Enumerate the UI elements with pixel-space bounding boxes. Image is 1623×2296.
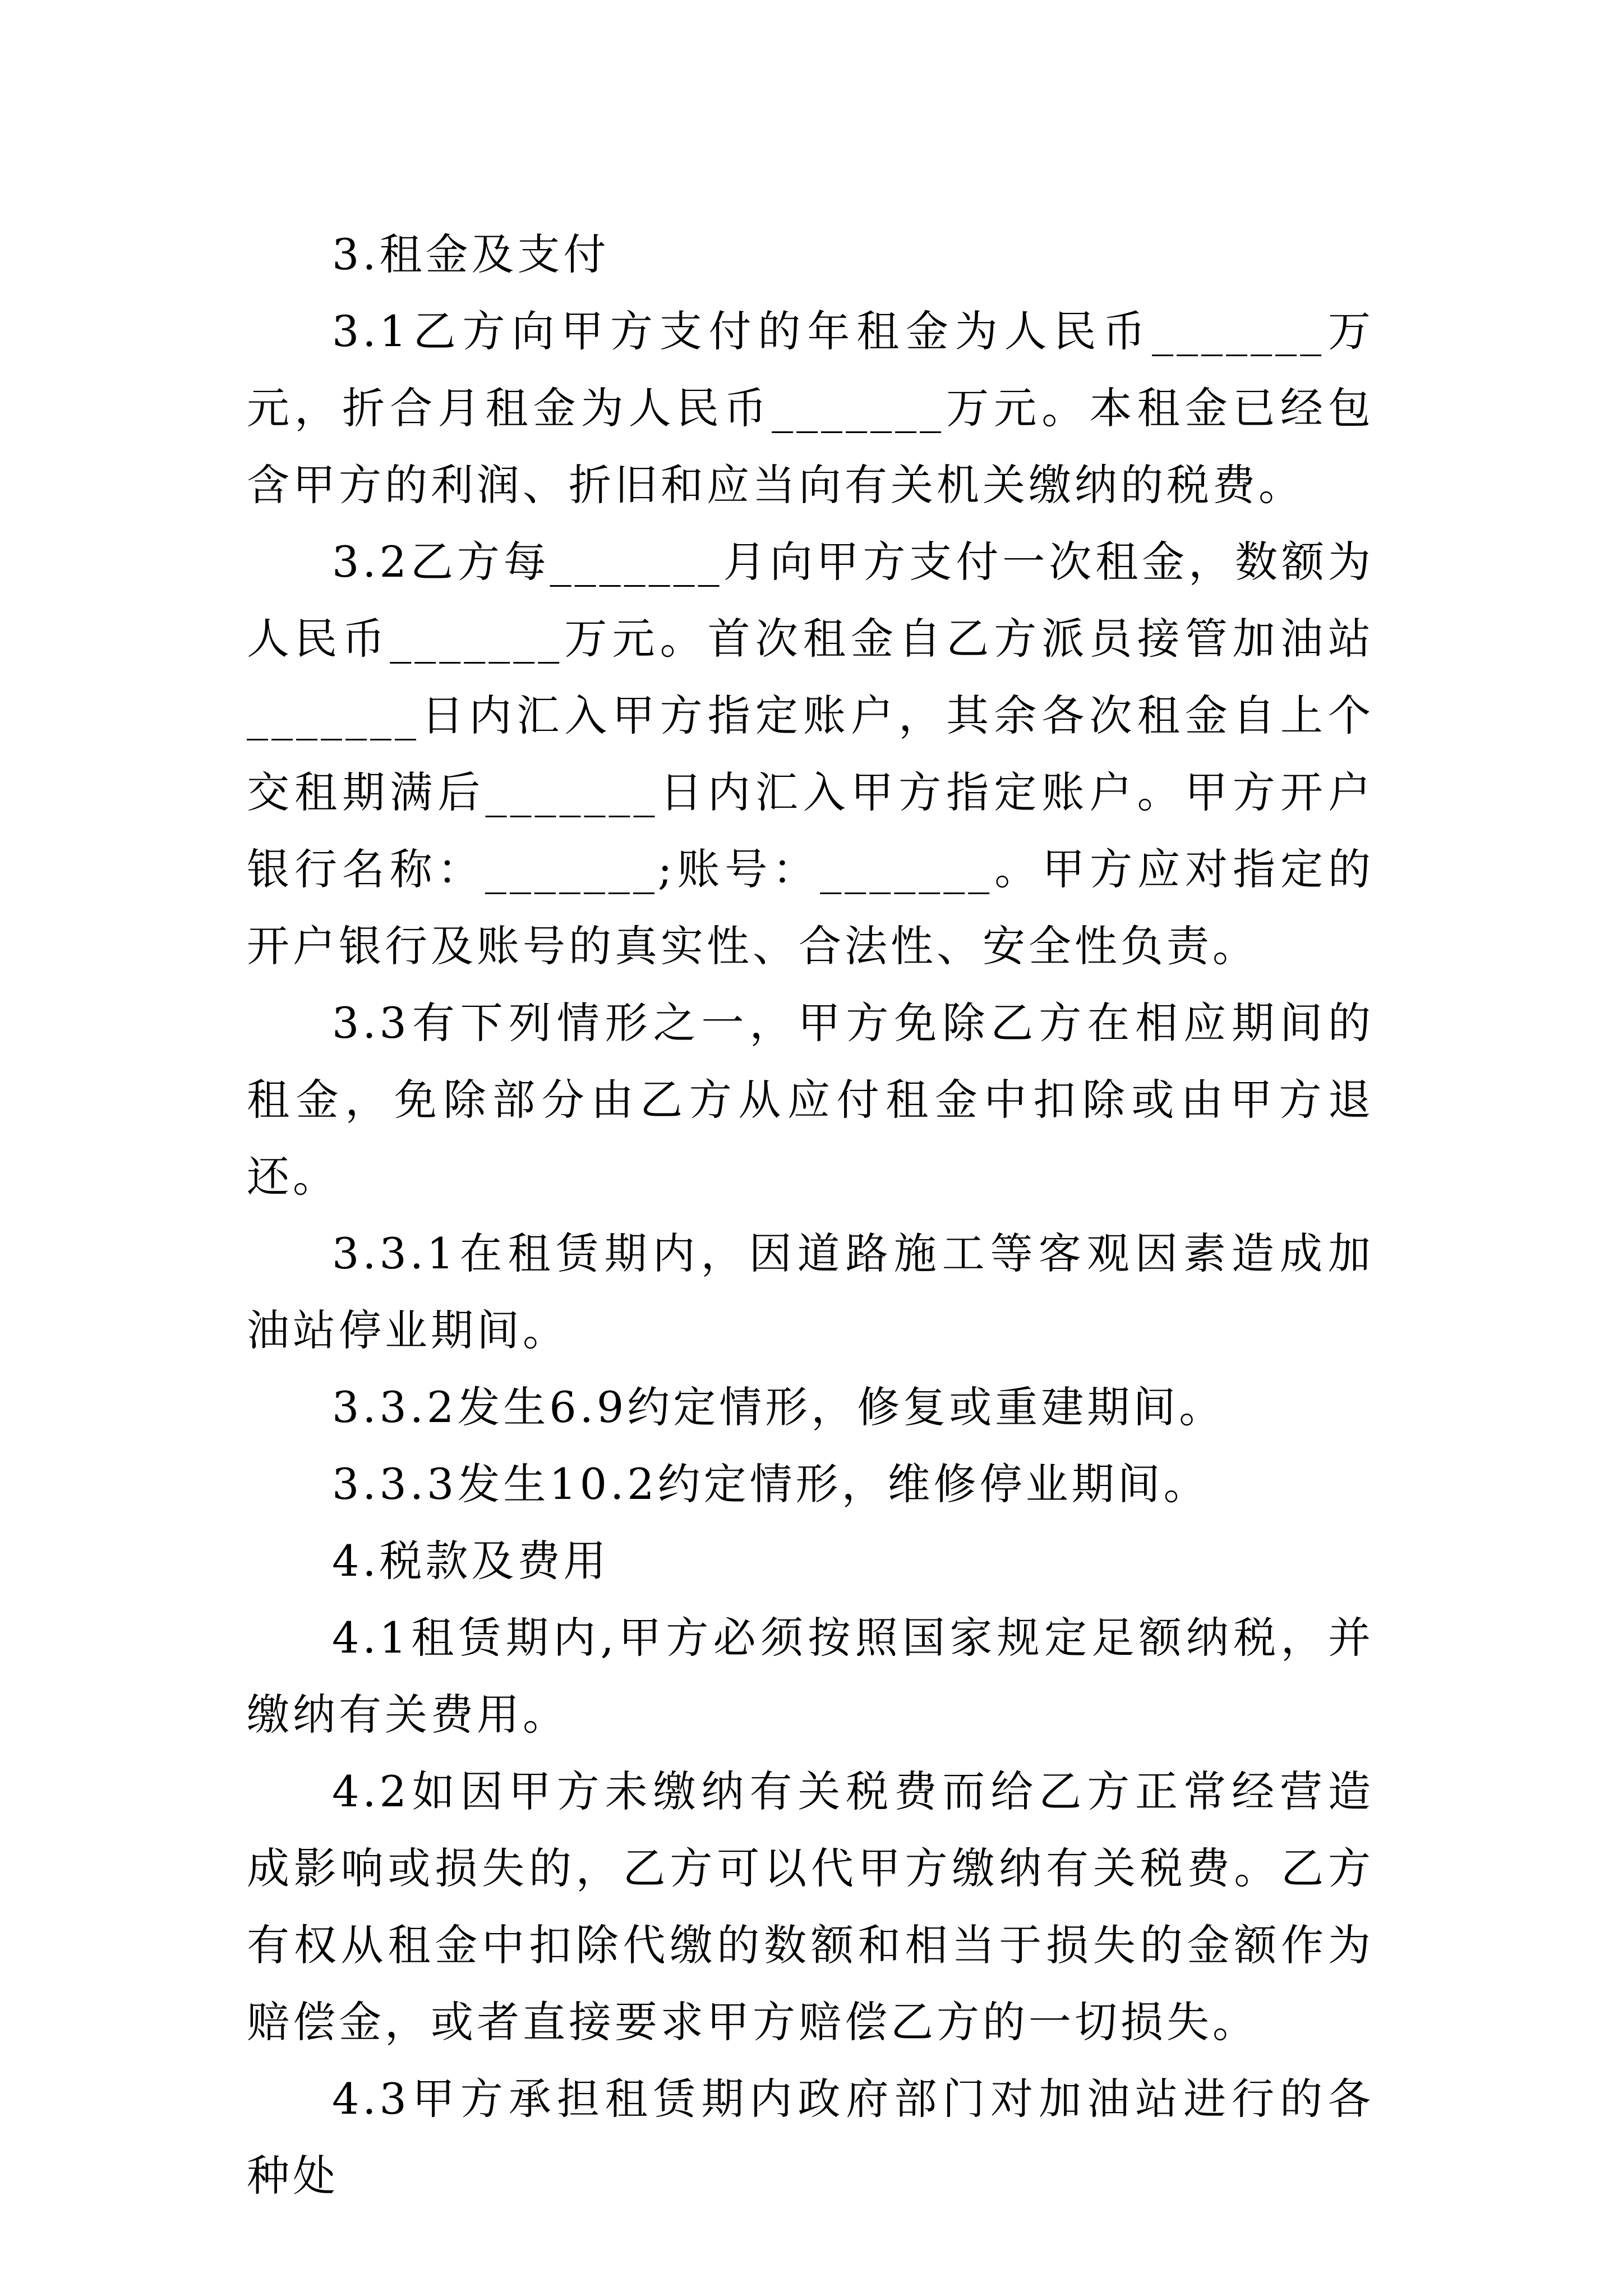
clause-4-1: 4.1租赁期内,甲方必须按照国家规定足额纳税，并缴纳有关费用。: [247, 1613, 1374, 1740]
section-heading-taxes: 4.税款及费用: [332, 1536, 610, 1586]
clause-4-3: 4.3甲方承担租赁期内政府部门对加油站进行的各种处: [247, 2074, 1374, 2201]
section-heading-rent: 3.租金及支付: [332, 229, 610, 279]
clause-3-3-2: 3.3.2发生6.9约定情形，修复或重建期间。: [332, 1382, 1225, 1432]
clause-3-1: 3.1乙方向甲方支付的年租金为人民币_______万元，折合月租金为人民币_______万元。本租金已经包含甲方的利润、折旧和应当向有关机关缴纳的税费。: [247, 306, 1374, 510]
document-body: [247, 216, 1374, 2214]
clause-3-2: 3.2乙方每_______月向甲方支付一次租金，数额为人民币_______万元。首次租金自乙方派员接管加油站_______日内汇入甲方指定账户，其余各次租金自上个交租期满后_______日内汇入甲方指定账户。甲方开户银行名称：_______;账号：_______。甲方应对指定的开户银行及账号的真实性、合法性、安全性负责。: [247, 537, 1374, 971]
clause-3-3-3: 3.3.3发生10.2约定情形，维修停业期间。: [332, 1459, 1210, 1509]
clause-4-2: 4.2如因甲方未缴纳有关税费而给乙方正常经营造成影响或损失的，乙方可以代甲方缴纳有关税费。乙方有权从租金中扣除代缴的数额和相当于损失的金额作为赔偿金，或者直接要求甲方赔偿乙方的一切损失。: [247, 1766, 1374, 2047]
clause-3-3: 3.3有下列情形之一，甲方免除乙方在相应期间的租金，免除部分由乙方从应付租金中扣除或由甲方退还。: [247, 998, 1374, 1202]
clause-3-3-1: 3.3.1在租赁期内，因道路施工等客观因素造成加油站停业期间。: [247, 1228, 1374, 1355]
